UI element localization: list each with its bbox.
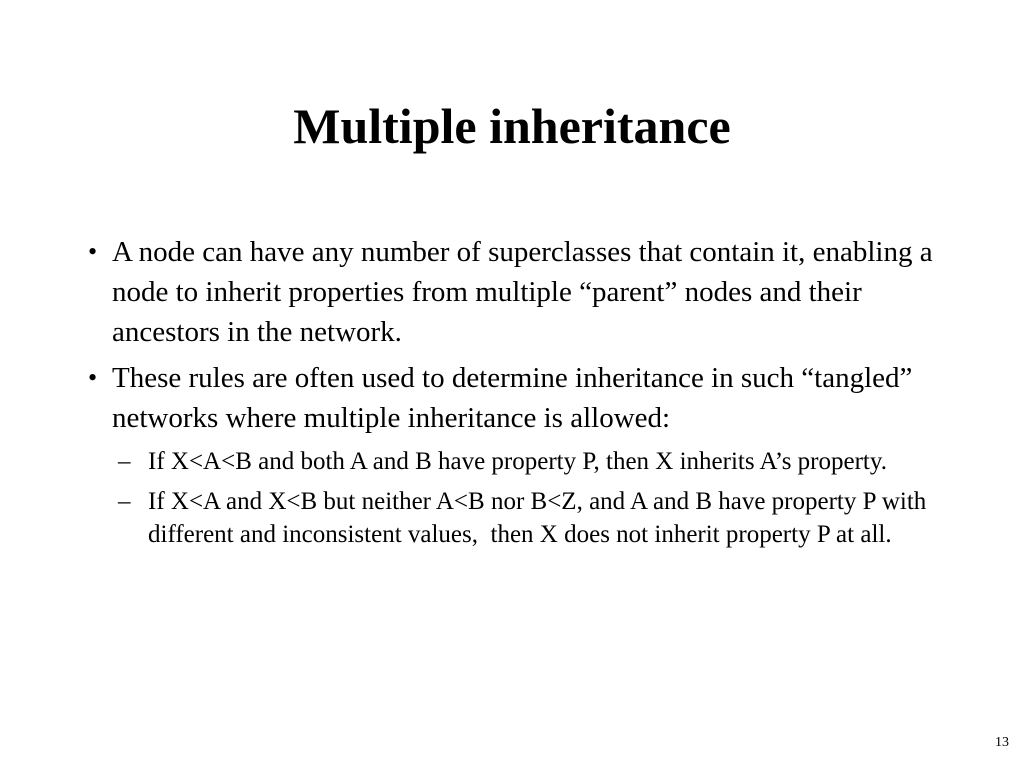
sub-bullet-text: If X<A<B and both A and B have property P, then X inherits A’s property. xyxy=(148,448,887,475)
sub-bullet-item xyxy=(88,445,938,478)
bullet-text: A node can have any number of superclasses that contain it, enabling a node to inherit properties from multiple “parent” nodes and their ancestors in the network. xyxy=(112,236,940,348)
bullet-item xyxy=(88,358,952,438)
bullet-item xyxy=(88,232,952,352)
sub-bullet-text: If X<A and X<B but neither A<B nor B<Z, and A and B have property P with different and inconsistent values, then X does not inherit property P at all. xyxy=(148,488,933,548)
sub-bullet-item xyxy=(88,485,938,551)
bullet-marker: • xyxy=(88,237,98,266)
slide-body xyxy=(88,232,968,551)
bullet-text: These rules are often used to determine inheritance in such “tangled” networks where multiple inheritance is allowed: xyxy=(112,362,920,434)
slide-title: Multiple inheritance xyxy=(293,98,731,154)
sub-bullet-marker: – xyxy=(118,448,131,475)
bullet-marker: • xyxy=(88,363,98,392)
sub-bullet-marker: – xyxy=(118,488,131,515)
page-number: 13 xyxy=(995,735,1009,750)
